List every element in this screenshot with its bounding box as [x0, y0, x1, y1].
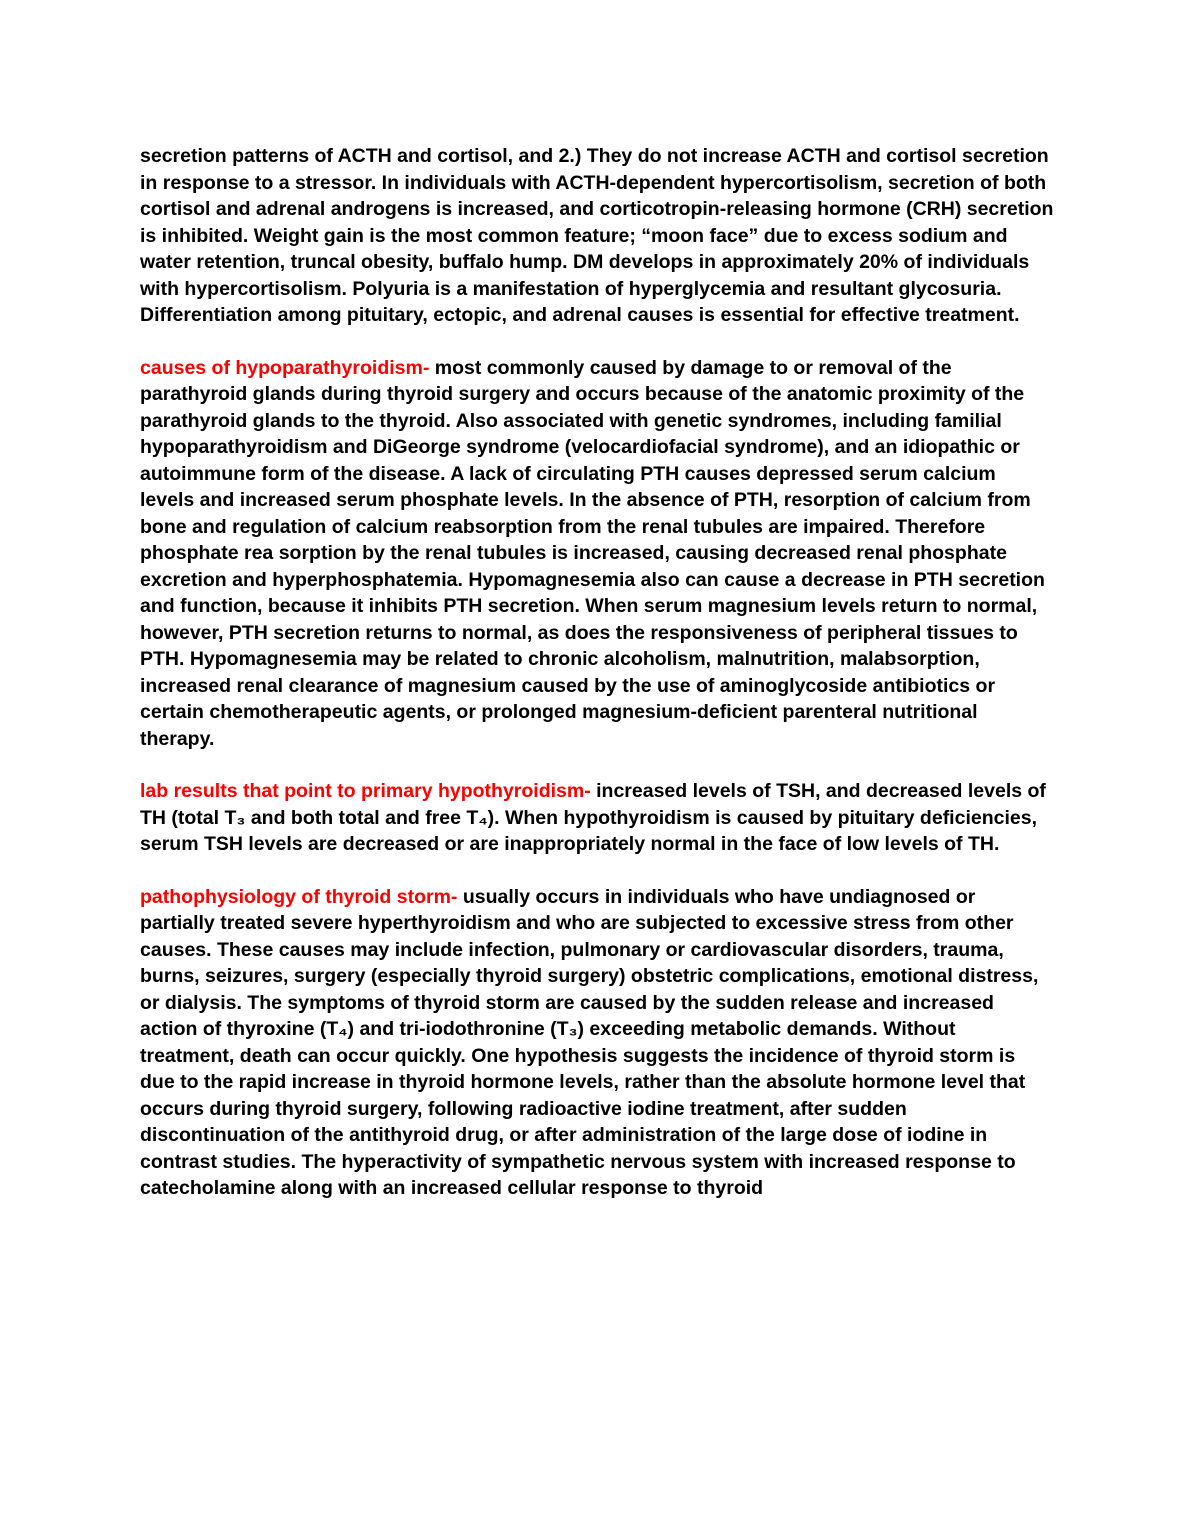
section-heading-pathophysiology-of-thyroid-storm: pathophysiology of thyroid storm- — [140, 885, 458, 908]
paragraph-causes-of-hypoparathyroidism — [140, 355, 1054, 753]
paragraph-body-text: usually occurs in individuals who have undiagnosed or partially treated severe hyperthyroidism and who are subjected to excessive stress from other causes. These causes may include infection, pulmonary or cardiovascular disorders, trauma, burns, seizures, surgery (especially thyroid surgery) obstetric complications, emotional distress, or dialysis. The symptoms of thyroid storm are caused by the sudden release and increased action of thyroxine (T₄) and tri-iodothronine (T₃) exceeding metabolic demands. Without treatment, death can occur quickly. One hypothesis suggests the incidence of thyroid storm is due to the rapid increase in thyroid hormone levels, rather than the absolute hormone level that occurs during thyroid surgery, following radioactive iodine treatment, after sudden discontinuation of the antithyroid drug, or after administration of the large dose of iodine in contrast studies. The hyperactivity of sympathetic nervous system with increased response to catecholamine along with an increased cellular response to thyroid — [140, 885, 1039, 1199]
paragraph-hypercortisolism-continued — [140, 143, 1054, 329]
paragraph-body-text: most commonly caused by damage to or removal of the parathyroid glands during thyroid surgery and occurs because of the anatomic proximity of the parathyroid glands to the thyroid. Also associated with genetic syndromes, including familial hypoparathyroidism and DiGeorge syndrome (velocardiofacial syndrome), and an idiopathic or autoimmune form of the disease. A lack of circulating PTH causes depressed serum calcium levels and increased serum phosphate levels. In the absence of PTH, resorption of calcium from bone and regulation of calcium reabsorption from the renal tubules are impaired. Therefore phosphate rea sorption by the renal tubules is increased, causing decreased renal phosphate excretion and hyperphosphatemia. Hypomagnesemia also can cause a decrease in PTH secretion and function, because it inhibits PTH secretion. When serum magnesium levels return to normal, however, PTH secretion returns to normal, as does the responsiveness of peripheral tissues to PTH. Hypomagnesemia may be related to chronic alcoholism, malnutrition, malabsorption, increased renal clearance of magnesium caused by the use of aminoglycoside antibiotics or certain chemotherapeutic agents, or prolonged magnesium-deficient parenteral nutritional therapy. — [140, 356, 1045, 750]
section-heading-lab-results-primary-hypothyroidism: lab results that point to primary hypothyroidism- — [140, 780, 591, 802]
paragraph-body-text: increased levels of TSH, and decreased levels of TH (total T₃ and both total and free T₄). When hypothyroidism is caused by pituitary deficiencies, serum TSH levels are decreased or are inappropriately normal in the face of low levels of TH. — [140, 780, 1046, 855]
paragraph-lab-results-primary-hypothyroidism — [140, 778, 1054, 858]
paragraph-pathophysiology-of-thyroid-storm — [140, 884, 1054, 1202]
document-text-block — [140, 143, 1054, 1202]
paragraph-body-text: secretion patterns of ACTH and cortisol, and 2.) They do not increase ACTH and cortisol secretion in response to a stressor. In individuals with ACTH-dependent hypercortisolism, secretion of both cortisol and adrenal androgens is increased, and corticotropin-releasing hormone (CRH) secretion is inhibited. Weight gain is the most common feature; “moon face” due to excess sodium and water retention, truncal obesity, buffalo hump. DM develops in approximately 20% of individuals with hypercortisolism. Polyuria is a manifestation of hyperglycemia and resultant glycosuria. Differentiation among pituitary, ectopic, and adrenal causes is essential for effective treatment. — [140, 145, 1054, 326]
section-heading-causes-of-hypoparathyroidism: causes of hypoparathyroidism- — [140, 356, 430, 379]
